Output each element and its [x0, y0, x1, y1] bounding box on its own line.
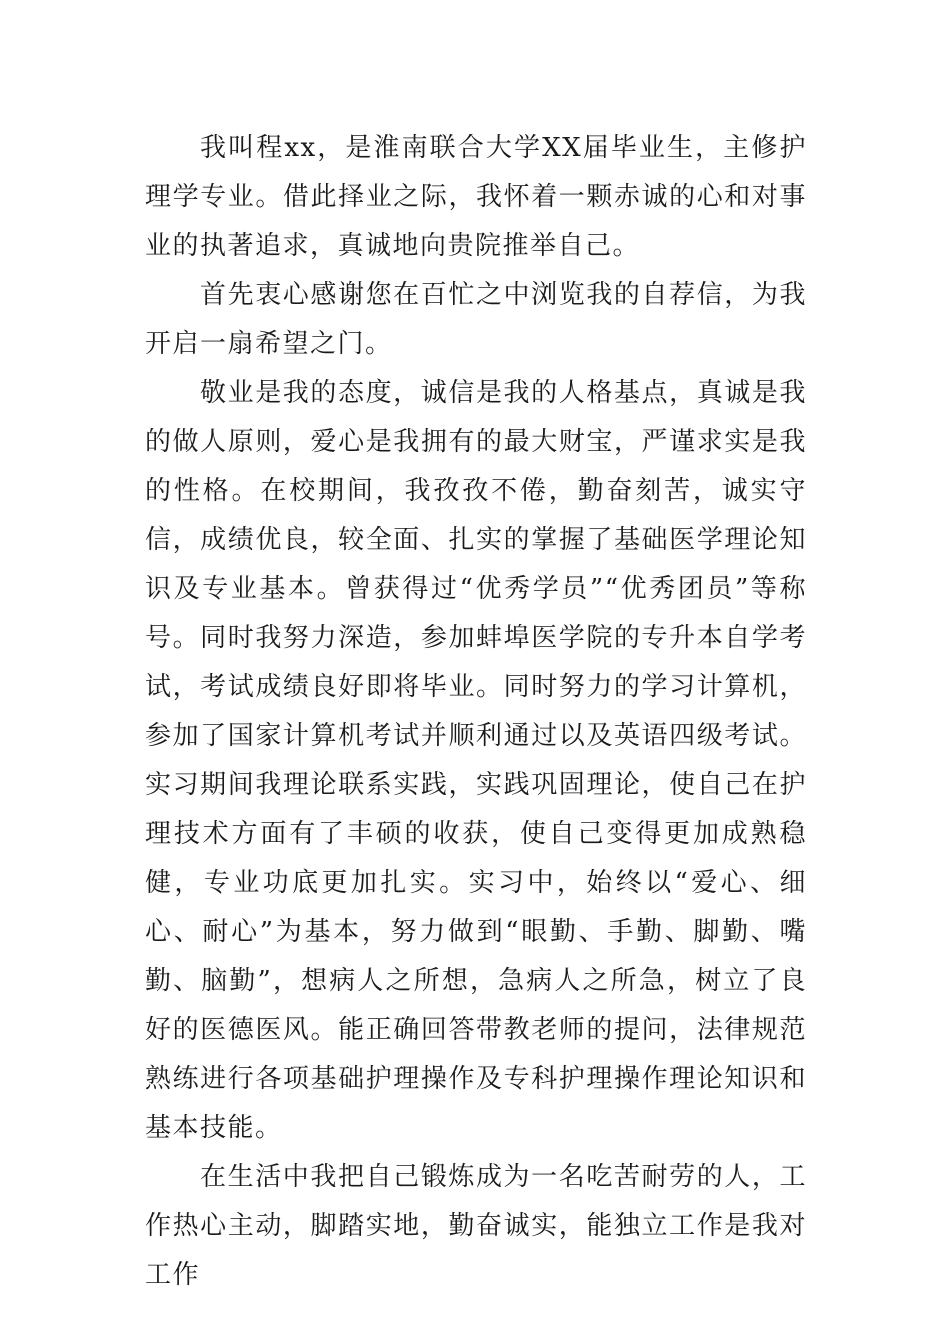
document-body [145, 124, 807, 1300]
paragraph-personal-life: 在生活中我把自己锻炼成为一名吃苦耐劳的人，工作热心主动，脚踏实地，勤奋诚实，能独立工作是我对工作 [145, 1162, 807, 1290]
paragraph-introduction: 我叫程xx，是淮南联合大学XX届毕业生，主修护理学专业。借此择业之际，我怀着一颗赤诚的心和对事业的执著追求，真诚地向贵院推举自己。 [145, 133, 807, 261]
paragraph-qualifications: 敬业是我的态度，诚信是我的人格基点，真诚是我的做人原则，爱心是我拥有的最大财宝，严谨求实是我的性格。在校期间，我孜孜不倦，勤奋刻苦，诚实守信，成绩优良，较全面、扎实的掌握了基础医学理论知识及专业基本。曾获得过“优秀学员”“优秀团员”等称号。同时我努力深造，参加蚌埠医学院的专升本自学考试，考试成绩良好即将毕业。同时努力的学习计算机，参加了国家计算机考试并顺利通过以及英语四级考试。实习期间我理论联系实践，实践巩固理论，使自己在护理技术方面有了丰硕的收获，使自己变得更加成熟稳健，专业功底更加扎实。实习中，始终以“爱心、细心、耐心”为基本，努力做到“眼勤、手勤、脚勤、嘴勤、脑勤”，想病人之所想，急病人之所急，树立了良好的医德医风。能正确回答带教老师的提问，法律规范熟练进行各项基础护理操作及专科护理操作理论知识和基本技能。 [145, 378, 807, 1143]
paragraph-thanks: 首先衷心感谢您在百忙之中浏览我的自荐信，为我开启一扇希望之门。 [145, 280, 807, 359]
